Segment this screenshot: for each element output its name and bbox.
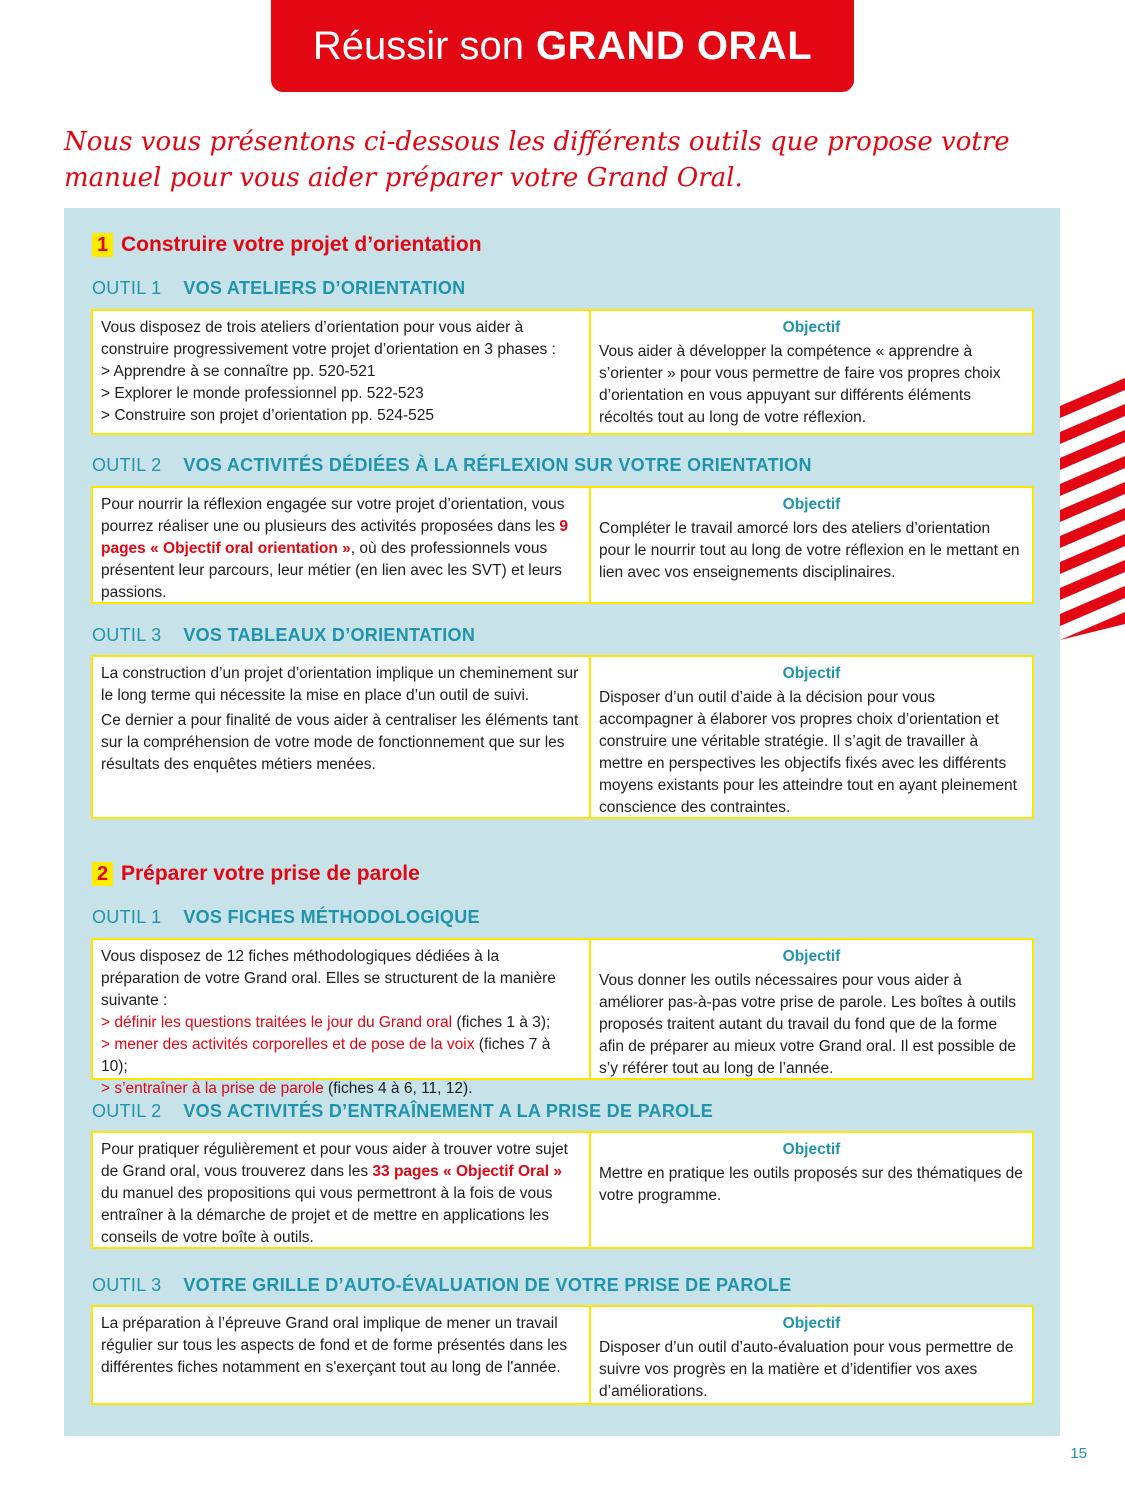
tool-label: OUTIL 3 <box>92 625 162 645</box>
objective-label: Objectif <box>782 319 841 336</box>
description-intro: Vous disposez de 12 fiches méthodologiques dédiées à la préparation de votre Grand oral. Elles se structurent de la manière suivante : <box>101 948 556 1009</box>
description-line: > Explorer le monde professionnel pp. 522-523 <box>101 385 424 402</box>
tool-box <box>91 1131 1034 1249</box>
list-item-highlight: > définir les questions traitées le jour du Grand oral <box>101 1014 453 1031</box>
objective-label: Objectif <box>782 665 841 682</box>
tool-label: OUTIL 2 <box>92 1101 162 1121</box>
decorative-stripes <box>1060 378 1125 640</box>
list-item <box>101 1078 581 1100</box>
tool-description <box>93 657 591 817</box>
description-text: Pour nourrir la réflexion engagée sur votre projet d’orientation, vous pourrez réaliser une ou plusieurs des activités proposées dans les <box>101 496 565 535</box>
description-line: Vous disposez de trois ateliers d’orientation pour vous aider à construire progressivement votre projet d’orientation en 3 phases : <box>101 319 556 358</box>
tool-heading <box>92 625 475 646</box>
tool-objective <box>591 1133 1032 1247</box>
tool-label: OUTIL 3 <box>92 1275 162 1295</box>
tool-label: OUTIL 1 <box>92 278 162 298</box>
tool-objective <box>591 1307 1032 1403</box>
tool-box <box>91 938 1034 1097</box>
tool-title: VOS TABLEAUX D’ORIENTATION <box>183 625 476 645</box>
list-item-rest: (fiches 4 à 6, 11, 12). <box>323 1080 473 1097</box>
tool-label: OUTIL 2 <box>92 455 162 475</box>
tool-objective <box>591 488 1032 602</box>
list-item-highlight: > s’entraîner à la prise de parole <box>101 1080 324 1097</box>
description-text: Pour pratiquer régulièrement et pour vous aider à trouver votre sujet de Grand oral, vous trouverez dans les <box>101 1141 568 1180</box>
title-bold: GRAND ORAL <box>536 23 813 68</box>
tool-title: VOS ACTIVITÉS D’ENTRAÎNEMENT A LA PRISE DE PAROLE <box>183 1101 714 1121</box>
tool-description <box>93 940 591 1097</box>
objective-label: Objectif <box>782 496 841 513</box>
tool-description <box>93 488 591 602</box>
tool-heading <box>92 278 465 299</box>
list-item-rest: (fiches 7 à 10); <box>101 1036 551 1075</box>
tool-heading <box>92 907 480 928</box>
objective-text: Disposer d’un outil d’auto-évaluation pour vous permettre de suivre vos progrès en la matière et d’identifier vos axes d’améliorations. <box>599 1339 1014 1400</box>
section-number: 1 <box>92 233 113 257</box>
section-2-heading <box>92 862 420 886</box>
objective-text: Disposer d’un outil d’aide à la décision pour vous accompagner à élaborer vos propres choix d’orientation et construire une véritable stratégie. Il s’agit de travailler à mettre en perspectives les objectifs fixés avec les différents moyens existants pour les atteindre tout en ayant pleinement conscience des contraintes. <box>599 689 1017 816</box>
list-item-highlight: > mener des activités corporelles et de pose de la voix <box>101 1036 475 1053</box>
tool-description <box>93 311 591 433</box>
section-1-heading <box>92 233 482 257</box>
tool-title: VOTRE GRILLE D’AUTO-ÉVALUATION DE VOTRE PRISE DE PAROLE <box>183 1275 792 1295</box>
title-prefix: Réussir son <box>312 23 525 68</box>
tool-title: VOS ACTIVITÉS DÉDIÉES À LA RÉFLEXION SUR VOTRE ORIENTATION <box>183 455 812 475</box>
tool-description <box>93 1133 591 1247</box>
objective-label: Objectif <box>782 1315 841 1332</box>
list-item <box>101 1034 581 1078</box>
tool-box <box>91 486 1034 604</box>
objective-label: Objectif <box>782 1141 841 1158</box>
description-text: du manuel des propositions qui vous permettront à la fois de vous entraîner à la démarche de projet et de mettre en applications les conseils de votre boîte à outils. <box>101 1185 553 1246</box>
tool-heading <box>92 1275 792 1296</box>
objective-text: Compléter le travail amorcé lors des ateliers d’orientation pour le nourrir tout au long de votre réflexion en le mettant en lien avec vos enseignements disciplinaires. <box>599 520 1020 581</box>
tool-title: VOS ATELIERS D’ORIENTATION <box>183 278 466 298</box>
tool-objective <box>591 311 1032 433</box>
tool-heading <box>92 1101 713 1122</box>
description-paragraph: La construction d’un projet d’orientation implique un cheminement sur le long terme qui nécessite la mise en place d’un outil de suivi. <box>101 665 579 704</box>
list-item <box>101 1012 581 1034</box>
description-text: , où des professionnels vous présentent leur parcours, leur métier (en lien avec les SVT) et leurs passions. <box>101 540 562 601</box>
tool-objective <box>591 940 1032 1078</box>
objective-text: Vous aider à développer la compétence « apprendre à s’orienter » pour vous permettre de faire vos propres choix d’orientation en vous appuyant sur différents éléments récoltés tout au long de votre réflexion. <box>599 343 1001 426</box>
tool-heading <box>92 455 812 476</box>
title-banner <box>271 0 854 92</box>
highlight-text: 33 pages « Objectif Oral » <box>372 1163 562 1180</box>
description-line: > Construire son projet d’orientation pp. 524-525 <box>101 407 435 424</box>
description-paragraph: Ce dernier a pour finalité de vous aider à centraliser les éléments tant sur la compréhension de votre mode de fonctionnement que sur les résultats des enquêtes métiers menées. <box>101 712 579 773</box>
section-title: Construire votre projet d’orientation <box>121 233 482 256</box>
page-number: 15 <box>1070 1445 1087 1462</box>
objective-text: Mettre en pratique les outils proposés sur des thématiques de votre programme. <box>599 1165 1023 1204</box>
objective-text: Vous donner les outils nécessaires pour vous aider à améliorer pas-à-pas votre prise de parole. Les boîtes à outils proposés traitent autant du travail du fond que de la forme afin de préparer au mieux votre Grand oral. Il est possible de s’y référer tout au long de l’année. <box>599 972 1017 1077</box>
tool-box <box>91 309 1034 435</box>
intro-text: Nous vous présentons ci-dessous les différents outils que propose votre manuel pour vous aider préparer votre Grand Oral. <box>64 127 1010 193</box>
tool-description: La préparation à l’épreuve Grand oral implique de mener un travail régulier sur tous les aspects de fond et de forme présentés dans les différentes fiches notamment en s'exerçant tout au long de l'année. <box>93 1307 591 1403</box>
tool-box <box>91 1305 1034 1405</box>
list-item-rest: (fiches 1 à 3); <box>452 1014 551 1031</box>
highlight-text: 9 pages « Objectif oral orientation » <box>101 518 568 557</box>
tool-label: OUTIL 1 <box>92 907 162 927</box>
section-number: 2 <box>92 862 113 886</box>
tool-title: VOS FICHES MÉTHODOLOGIQUE <box>183 907 480 927</box>
description-line: > Apprendre à se connaître pp. 520-521 <box>101 363 376 380</box>
tool-box <box>91 655 1034 819</box>
section-title: Préparer votre prise de parole <box>121 862 420 885</box>
tool-objective <box>591 657 1032 817</box>
objective-label: Objectif <box>782 948 841 965</box>
